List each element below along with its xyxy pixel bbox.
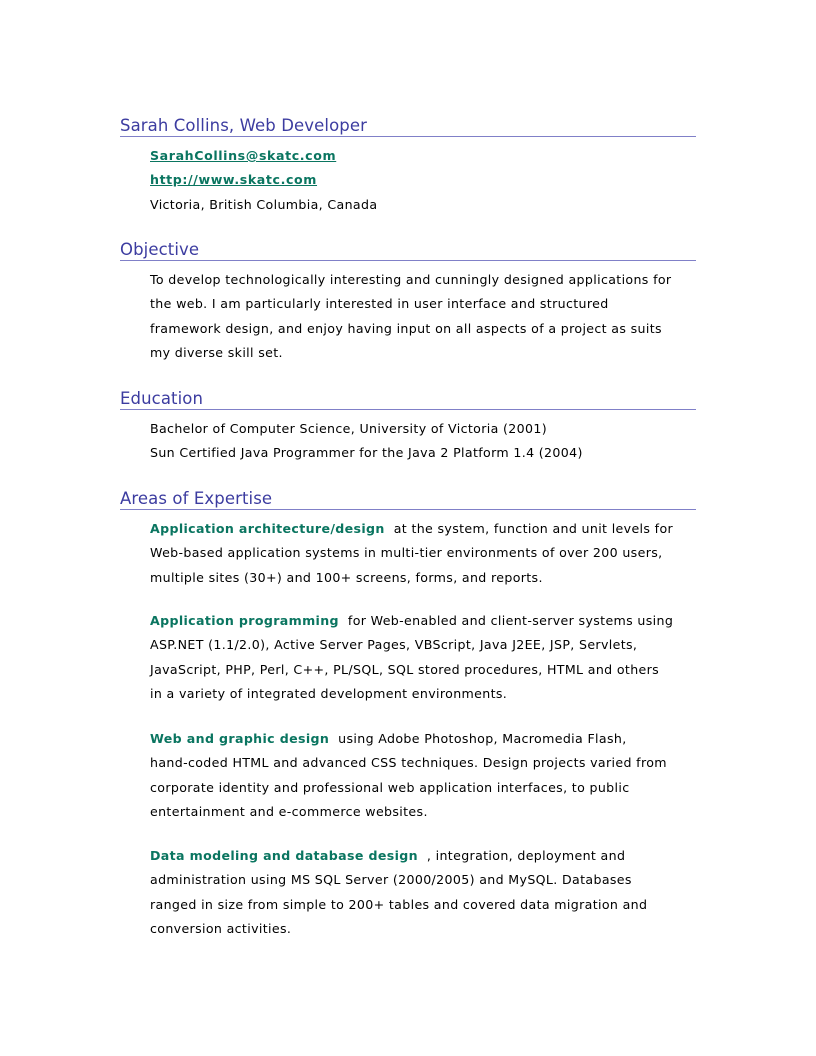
expertise-line: JavaScript, PHP, Perl, C++, PL/SQL, SQL stored procedures, HTML and others	[150, 661, 660, 677]
expertise-term: Data modeling and database design	[150, 848, 418, 863]
expertise-desc: using Adobe Photoshop, Macromedia Flash,	[338, 731, 627, 746]
expertise-item	[150, 844, 680, 941]
location-text: Victoria, British Columbia, Canada	[150, 196, 378, 212]
objective-line: the web. I am particularly interested in user interface and structured	[150, 296, 609, 312]
expertise-desc: at the system, function and unit levels for	[393, 521, 674, 536]
expertise-term: Web and graphic design	[150, 731, 330, 746]
education-item: Sun Certified Java Programmer for the Java 2 Platform 1.4 (2004)	[150, 445, 583, 461]
objective-line: my diverse skill set.	[150, 344, 283, 360]
contact-block	[150, 144, 680, 217]
expertise-desc: , integration, deployment and	[426, 848, 626, 863]
expertise-heading: Areas of Expertise	[120, 490, 696, 510]
expertise-line: conversion activities.	[150, 920, 292, 936]
education-heading: Education	[120, 390, 696, 410]
expertise-line: corporate identity and professional web application interfaces, to public	[150, 779, 630, 795]
expertise-term: Application programming	[150, 613, 339, 628]
expertise-line: administration using MS SQL Server (2000/2005) and MySQL. Databases	[150, 872, 632, 888]
education-list	[150, 417, 680, 466]
expertise-item	[150, 727, 680, 824]
expertise-line: hand-coded HTML and advanced CSS techniques. Design projects varied from	[150, 755, 667, 771]
website-link[interactable]: http://www.skatc.com	[150, 172, 318, 188]
expertise-item	[150, 609, 680, 706]
email-link[interactable]: SarahCollins@skatc.com	[150, 148, 337, 163]
education-item: Bachelor of Computer Science, University of Victoria (2001)	[150, 421, 547, 436]
resume-title: Sarah Collins, Web Developer	[120, 117, 696, 137]
expertise-line: ASP.NET (1.1/2.0), Active Server Pages, VBScript, Java J2EE, JSP, Servlets,	[150, 637, 638, 653]
expertise-line: multiple sites (30+) and 100+ screens, forms, and reports.	[150, 569, 543, 585]
objective-heading: Objective	[120, 241, 696, 261]
objective-line: To develop technologically interesting and cunningly designed applications for	[150, 272, 672, 287]
expertise-line: ranged in size from simple to 200+ tables and covered data migration and	[150, 896, 648, 912]
expertise-item	[150, 517, 680, 590]
expertise-line: Web-based application systems in multi-tier environments of over 200 users,	[150, 545, 663, 561]
expertise-desc: for Web-enabled and client-server systems using	[347, 613, 674, 628]
expertise-line: in a variety of integrated development environments.	[150, 685, 508, 701]
expertise-term: Application architecture/design	[150, 521, 385, 536]
objective-text	[150, 268, 680, 365]
objective-line: framework design, and enjoy having input on all aspects of a project as suits	[150, 320, 662, 336]
expertise-line: entertainment and e-commerce websites.	[150, 803, 428, 819]
